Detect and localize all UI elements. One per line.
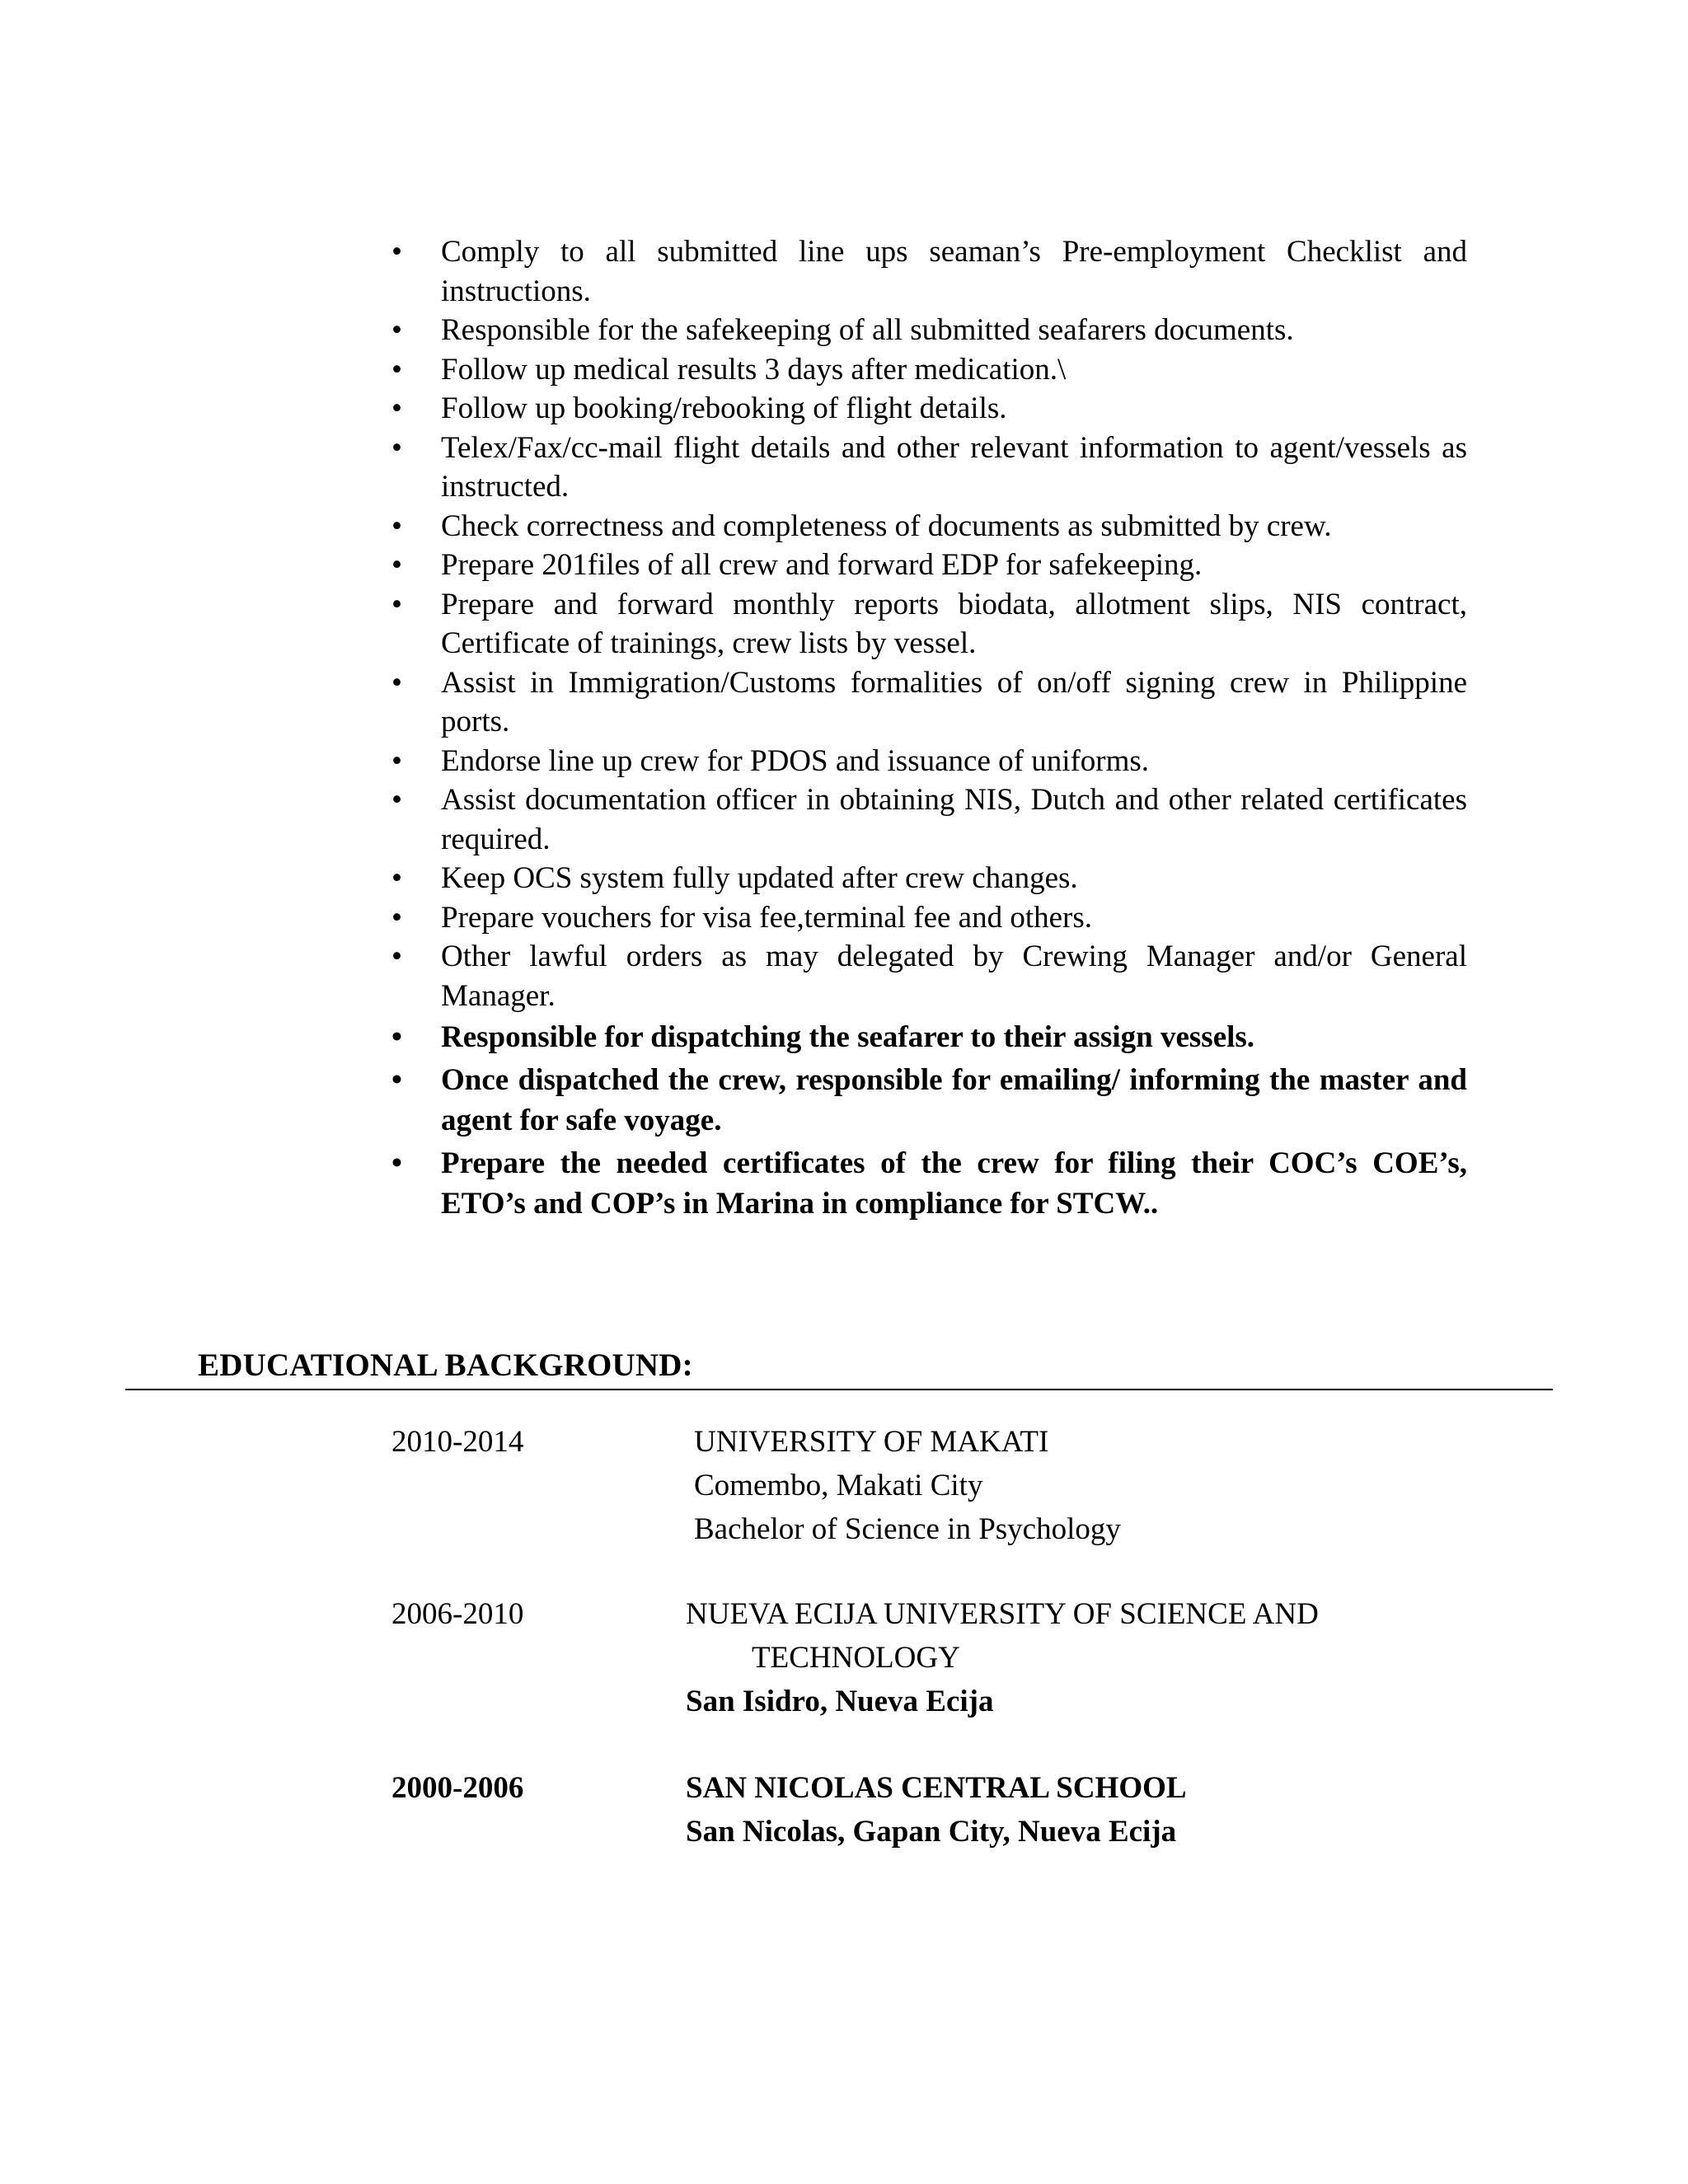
duty-item: • Follow up medical results 3 days after medication.\ — [441, 350, 1467, 390]
duty-item: • Follow up booking/rebooking of flight details. — [441, 389, 1467, 429]
duty-item: • Endorse line up crew for PDOS and issuance of uniforms. — [441, 742, 1467, 781]
school-location: San Nicolas, Gapan City, Nueva Ecija — [686, 1815, 1177, 1849]
duty-item: • Responsible for the safekeeping of all submitted seafarers documents. — [441, 311, 1467, 350]
degree: Bachelor of Science in Psychology — [694, 1512, 1121, 1546]
duty-item: • Check correctness and completeness of documents as submitted by crew. — [441, 507, 1467, 546]
duty-item: • Prepare vouchers for visa fee,terminal fee and others. — [441, 898, 1467, 938]
school-location: San Isidro, Nueva Ecija — [686, 1685, 994, 1718]
education-heading: EDUCATIONAL BACKGROUND: — [198, 1347, 693, 1383]
duty-item-emphasized: • Once dispatched the crew, responsible for emailing/ informing the master and agent for safe voyage. — [441, 1060, 1467, 1141]
duty-item: • Other lawful orders as may delegated by Crewing Manager and/or General Manager. — [441, 937, 1467, 1015]
duty-item: • Assist documentation officer in obtaining NIS, Dutch and other related certificates required. — [441, 780, 1467, 859]
school-name: NUEVA ECIJA UNIVERSITY OF SCIENCE AND — [686, 1597, 1319, 1631]
duty-item: • Keep OCS system fully updated after crew changes. — [441, 859, 1467, 898]
duty-item-emphasized: • Responsible for dispatching the seafarer to their assign vessels. — [441, 1017, 1467, 1057]
duty-item: • Comply to all submitted line ups seaman’s Pre-employment Checklist and instructions. — [441, 232, 1467, 311]
education-years: 2000-2006 — [392, 1771, 524, 1805]
duty-item: • Prepare and forward monthly reports biodata, allotment slips, NIS contract, Certificate of trainings, crew lists by vessel. — [441, 585, 1467, 663]
duty-item: • Prepare 201files of all crew and forward EDP for safekeeping. — [441, 546, 1467, 585]
education-years: 2010-2014 — [392, 1425, 524, 1459]
education-years: 2006-2010 — [392, 1597, 524, 1631]
school-location: Comembo, Makati City — [694, 1469, 983, 1502]
duty-item-emphasized: • Prepare the needed certificates of the crew for filing their COC’s COE’s, ETO’s and COP’s in Marina in compliance for STCW.. — [441, 1143, 1467, 1224]
duty-item: • Assist in Immigration/Customs formalities of on/off signing crew in Philippine ports. — [441, 663, 1467, 742]
duty-item: • Telex/Fax/cc-mail flight details and other relevant information to agent/vessels as instructed. — [441, 429, 1467, 507]
school-name-continued: TECHNOLOGY — [752, 1641, 960, 1675]
job-duties-list — [441, 232, 1467, 1224]
section-divider — [125, 1389, 1553, 1390]
school-name: SAN NICOLAS CENTRAL SCHOOL — [686, 1771, 1187, 1805]
school-name: UNIVERSITY OF MAKATI — [694, 1425, 1049, 1459]
